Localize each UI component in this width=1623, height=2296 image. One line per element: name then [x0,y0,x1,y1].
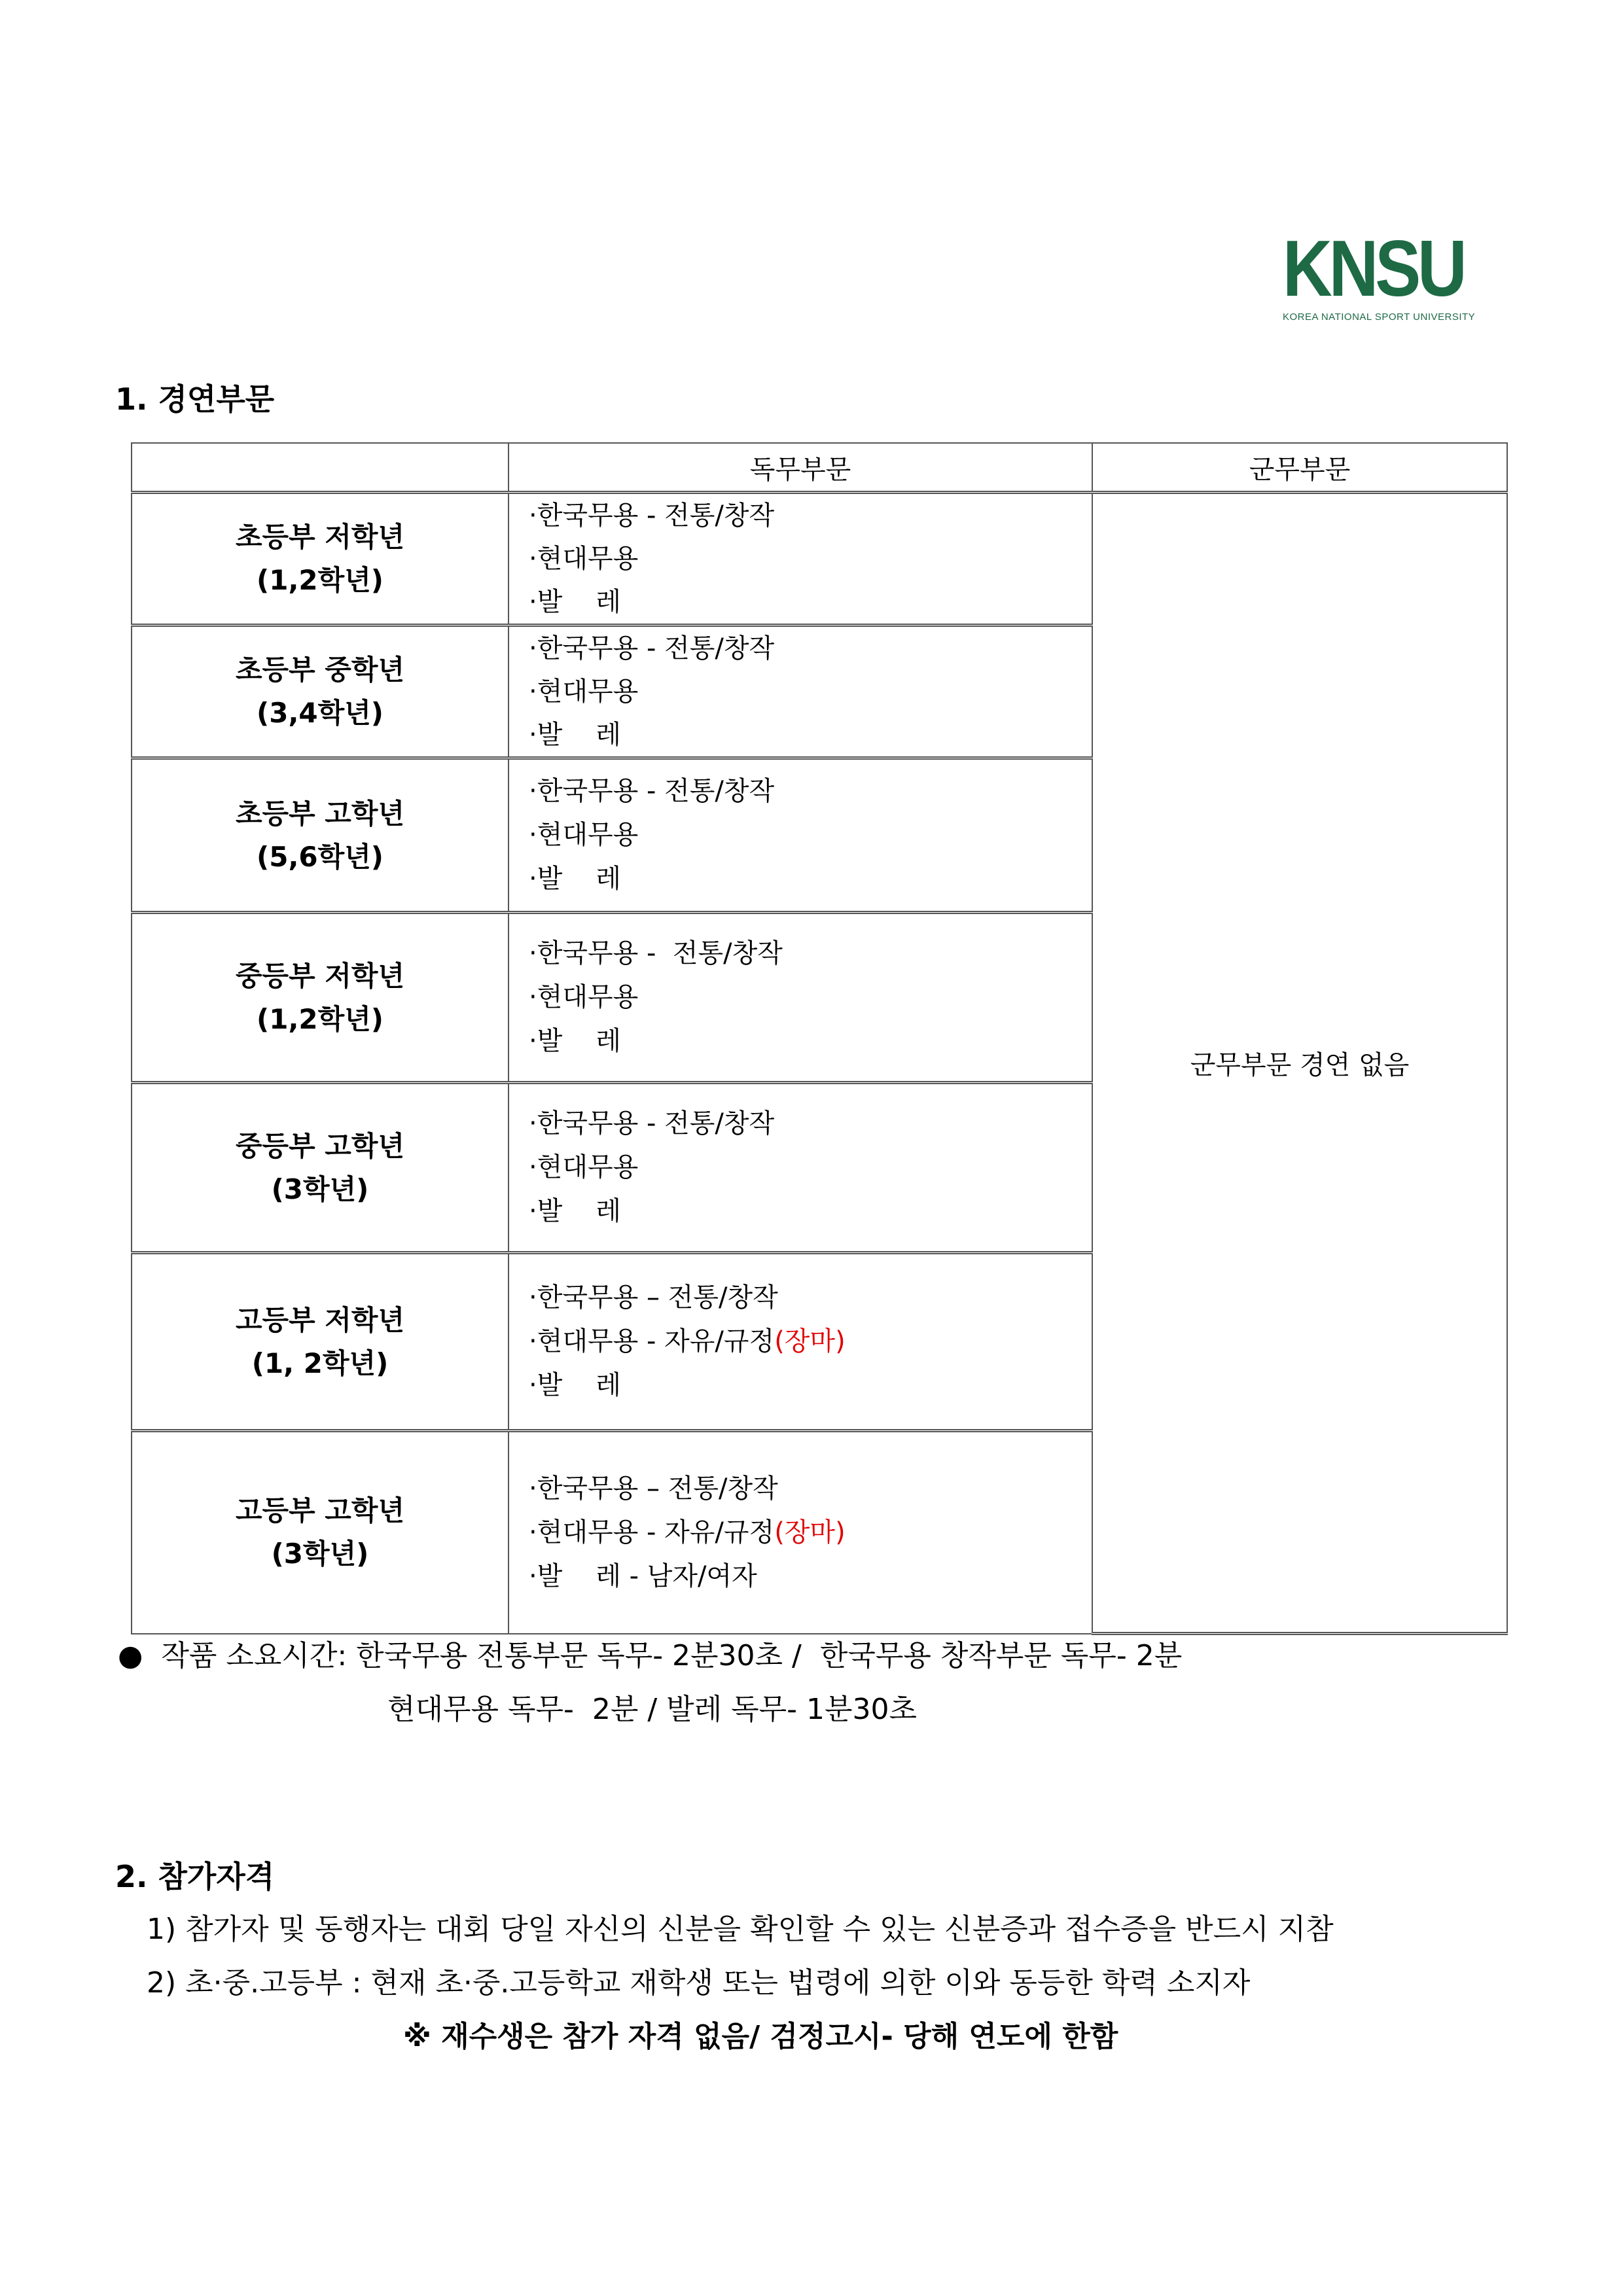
eligibility-item-2: 2) 초·중.고등부 : 현재 초·중.고등학교 재학생 또는 법령에 의한 이와 동등한 학력 소지자 [147,1966,1251,2000]
category-name: 고등부 고학년 [235,1494,405,1527]
item-modern-dance: ·현대무용 [529,820,639,850]
header-group: 군무부문 [1092,443,1507,493]
item-korean-dance: ·한국무용 - 전통/창작 [529,938,783,968]
duration-line-2: 현대무용 독무- 2분 / 발레 독무- 1분30초 [387,1693,918,1726]
category-grade: (3학년) [271,1538,369,1570]
category-name: 초등부 중학년 [235,654,405,686]
category-grade: (1,2학년) [257,1002,383,1035]
group-none-text: 군무부문 경연 없음 [1190,1050,1410,1080]
item-korean-dance: ·한국무용 - 전통/창작 [529,633,775,663]
category-name: 중등부 저학년 [235,959,405,992]
category-grade: (1, 2학년) [251,1347,389,1379]
category-grade: (3학년) [271,1173,369,1205]
category-grade: (1,2학년) [257,564,383,596]
solo-items-cell [508,1431,1092,1634]
category-cell [132,626,508,758]
item-ballet: ·발 레 - 남자/여자 [529,1561,757,1591]
knsu-logo [1283,224,1479,327]
competition-table [131,442,1508,1635]
category-cell [132,1431,508,1634]
red-note: (장마) [774,1517,846,1547]
red-note: (장마) [774,1326,846,1356]
eligibility-note: ※ 재수생은 참가 자격 없음/ 검정고시- 당해 연도에 한함 [403,2020,1118,2053]
category-name: 고등부 저학년 [235,1303,405,1336]
category-cell [132,1083,508,1253]
category-grade: (3,4학년) [257,697,383,729]
logo-subtitle: KOREA NATIONAL SPORT UNIVERSITY [1283,311,1476,323]
item-ballet: ·발 레 [529,1196,621,1226]
item-modern-dance: ·현대무용 - 자유/규정(장마) [529,1326,846,1356]
category-name: 초등부 저학년 [235,521,405,553]
item-korean-dance: ·한국무용 – 전통/창작 [529,1473,778,1504]
header-empty [132,443,508,493]
item-korean-dance: ·한국무용 - 전통/창작 [529,501,775,531]
logo-text: KNSU [1283,224,1464,313]
item-ballet: ·발 레 [529,1370,621,1400]
duration-line-1: ● 작품 소요시간: 한국무용 전통부문 독무- 2분30초 / 한국무용 창작부문 독무- 2분 [118,1639,1183,1672]
item-modern-dance: ·현대무용 [529,544,639,574]
item-korean-dance: ·한국무용 – 전통/창작 [529,1282,778,1313]
item-korean-dance: ·한국무용 - 전통/창작 [529,1108,775,1139]
solo-items-cell [508,913,1092,1083]
solo-items-cell [508,626,1092,758]
item-ballet: ·발 레 [529,864,621,894]
category-name: 중등부 고학년 [235,1129,405,1162]
item-modern-dance: ·현대무용 [529,982,639,1012]
header-solo: 독무부문 [508,443,1092,493]
table-header-row [132,443,1507,493]
item-modern-dance: ·현대무용 [529,677,639,707]
item-modern-dance: ·현대무용 - 자유/규정(장마) [529,1517,846,1547]
group-cell [1092,493,1507,1634]
category-name: 초등부 고학년 [235,797,405,830]
solo-items-cell [508,1253,1092,1431]
category-cell [132,493,508,626]
item-ballet: ·발 레 [529,587,621,617]
category-grade: (5,6학년) [257,840,383,873]
table-row [132,493,1507,626]
solo-items-cell [508,493,1092,626]
solo-items-cell [508,758,1092,913]
solo-items-cell [508,1083,1092,1253]
category-cell [132,1253,508,1431]
eligibility-item-1: 1) 참가자 및 동행자는 대회 당일 자신의 신분을 확인할 수 있는 신분증과 접수증을 반드시 지참 [147,1913,1334,1946]
section1-title: 1. 경연부문 [115,381,275,417]
item-modern-dance: ·현대무용 [529,1152,639,1182]
category-cell [132,758,508,913]
item-ballet: ·발 레 [529,720,621,750]
item-ballet: ·발 레 [529,1026,621,1056]
item-korean-dance: ·한국무용 - 전통/창작 [529,776,775,806]
section2-title: 2. 참가자격 [115,1859,275,1894]
category-cell [132,913,508,1083]
